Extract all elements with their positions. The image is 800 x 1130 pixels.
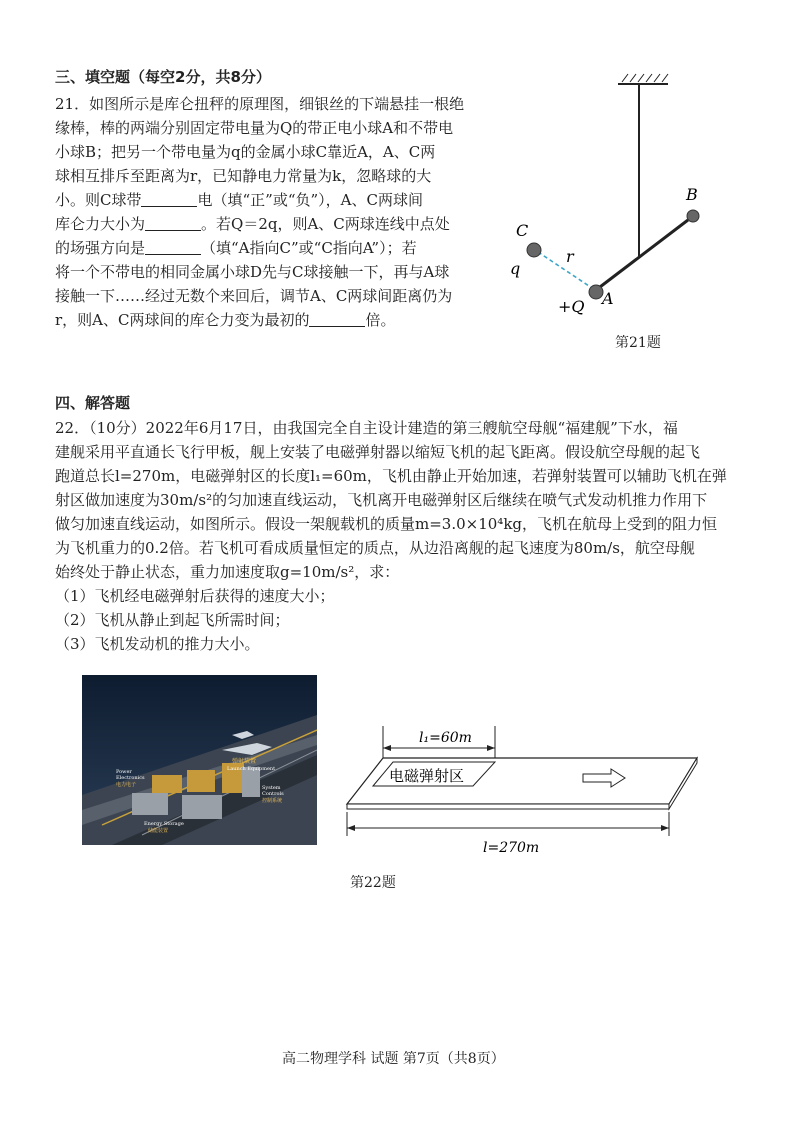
photo-label-system-en-1: System — [262, 785, 281, 791]
section-4-title: 四、解答题 — [55, 394, 131, 412]
q22-line-4: 射区做加速度为30m/s²的匀加速直线运动，飞机离开电磁弹射区后继续在喷气式发动机推力作用下 — [55, 491, 708, 509]
label-c: C — [516, 221, 529, 240]
q22-sub-3: （3）飞机发动机的推力大小。 — [55, 635, 260, 653]
carrier-catapult-photo — [82, 675, 317, 845]
answer-blank-2[interactable] — [145, 214, 201, 231]
label-r: r — [566, 247, 574, 266]
section-3-title: 三、填空题（每空2分，共8分） — [55, 68, 271, 86]
photo-label-energy-en: Energy Storage — [144, 821, 184, 827]
q22-line-2: 建舰采用平直通长飞行甲板，舰上安装了电磁弹射器以缩短飞机的起飞距离。假设航空母舰的起飞 — [55, 443, 701, 461]
ceiling-mount — [618, 74, 668, 84]
photo-label-system-cn: 控制系统 — [262, 798, 283, 804]
label-plus-q: +Q — [558, 297, 585, 316]
figure-22-caption: 第22题 — [350, 875, 396, 891]
photo-label-power-en-2: Electronics — [116, 775, 145, 781]
label-q: q — [510, 259, 521, 278]
runway-diagram — [335, 720, 740, 870]
ball-a — [589, 285, 603, 299]
photo-label-power-cn: 电力电子 — [116, 782, 137, 788]
q21-line-7: 的场强方向是 （填“A指向C”或“C指向A”）；若 — [55, 239, 417, 257]
answer-blank-4[interactable] — [309, 310, 365, 327]
label-b: B — [686, 185, 698, 204]
q22-line-7: 始终处于静止状态，重力加速度取g=10m/s²，求： — [55, 563, 400, 581]
ball-c — [527, 243, 541, 257]
l1-label: l₁=60m — [419, 730, 472, 746]
q22-line-3: 跑道总长l=270m，电磁弹射区的长度l₁=60m，飞机由静止开始加速，若弹射装置可以辅助飞机在弹 — [55, 467, 727, 485]
photo-label-launch-cn: 弹射装置 — [232, 758, 257, 765]
q21-line-4: 球相互排斥至距离为r，已知静电力常量为k，忽略球的大 — [55, 167, 432, 185]
label-a: A — [602, 289, 614, 308]
photo-label-system-en-2: Controls — [262, 791, 284, 797]
q22-line-5: 做匀加速直线运动，如图所示。假设一架舰载机的质量m=3.0×10⁴kg，飞机在航母上受到的阻力恒 — [55, 515, 718, 533]
insulating-rod — [596, 220, 688, 290]
q21-line-9: 接触一下……经过无数个来回后，调节A、C两球间距离仍为 — [55, 287, 453, 305]
q21-line-5: 小。则C球带 电（填“正”或“负”），A、C两球间 — [55, 191, 423, 209]
q21-line-8: 将一个不带电的相同金属小球D先与C球接触一下，再与A球 — [55, 263, 450, 281]
q22-line-6: 为飞机重力的0.2倍。若飞机可看成质量恒定的质点，从边沿离舰的起飞速度为80m/s，航空母舰 — [55, 539, 695, 557]
q21-line-2: 缘棒，棒的两端分别固定带电量为Q的带正电小球A和不带电 — [55, 119, 454, 137]
catapult-zone-label: 电磁弹射区 — [389, 767, 465, 785]
question-21-text — [55, 92, 495, 332]
photo-label-power-en-1: Power — [116, 769, 132, 775]
question-22-text — [55, 416, 755, 656]
answer-blank-3[interactable] — [145, 238, 201, 255]
photo-label-energy-cn: 储能装置 — [148, 828, 169, 834]
figure-21-caption: 第21题 — [615, 335, 661, 351]
q22-sub-2: （2）飞机从静止到起飞所需时间； — [55, 611, 290, 629]
deck-edge — [347, 804, 669, 809]
ball-b — [687, 210, 699, 222]
q22-sub-1: （1）飞机经电磁弹射后获得的速度大小； — [55, 587, 335, 605]
distance-r-dashed-line — [538, 252, 592, 288]
page-footer: 高二物理学科 试题 第7页（共8页） — [282, 1051, 505, 1067]
photo-label-launch-en: Launch Equipment — [227, 766, 276, 772]
q21-line-6: 库仑力大小为 。若Q＝2q，则A、C两球连线中点处 — [55, 215, 450, 233]
q21-line-10: r，则A、C两球间的库仑力变为最初的 倍。 — [55, 311, 396, 329]
answer-blank-1[interactable] — [141, 190, 197, 207]
torsion-balance-figure — [500, 70, 740, 360]
q22-line-1: 22．（10分）2022年6月17日，由我国完全自主设计建造的第三艘航空母舰“福建舰”下水，福 — [55, 419, 678, 437]
l-label: l=270m — [483, 840, 540, 856]
q21-line-3: 小球B；把另一个带电量为q的金属小球C靠近A，A、C两 — [55, 143, 436, 161]
q21-line-1: 21．如图所示是库仑扭秤的原理图，细银丝的下端悬挂一根绝 — [55, 95, 465, 113]
